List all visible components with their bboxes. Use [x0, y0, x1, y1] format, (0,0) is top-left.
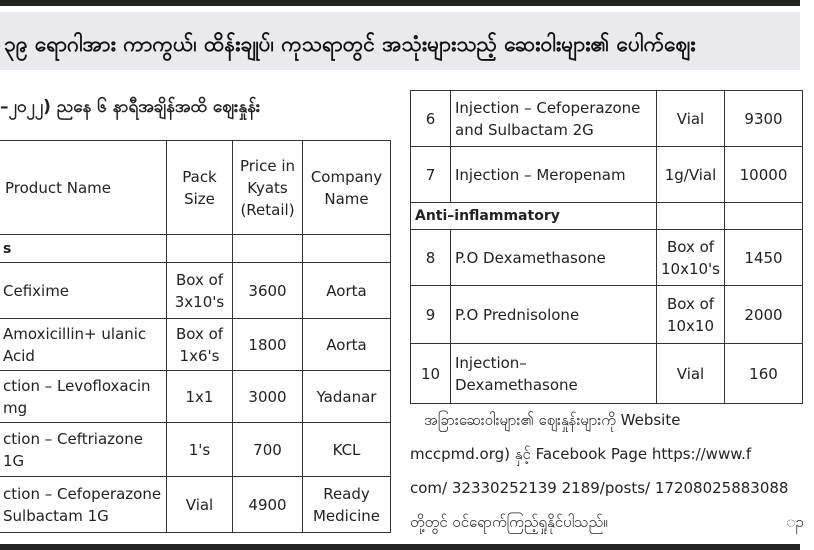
table-row	[411, 230, 803, 286]
section-row	[0, 235, 391, 263]
price-date-subtitle: –၂၀၂၂) ညနေ ၆ နာရီအချိန်အထိ ဈေးနှုန်း	[0, 97, 261, 117]
pack-size: Vial	[657, 344, 725, 404]
price: 2000	[725, 286, 803, 344]
price: 3000	[233, 371, 303, 423]
table-row	[411, 344, 803, 404]
product-name: Injection – Cefoperazone and Sulbactam 2G	[451, 91, 657, 147]
price: 9300	[725, 91, 803, 147]
table-row	[411, 147, 803, 203]
pack-size: Box of 1x6's	[167, 319, 233, 371]
header-company: Company Name	[303, 141, 391, 235]
note-line-4-end: ၣ	[786, 513, 804, 531]
header-price: Price in Kyats (Retail)	[233, 141, 303, 235]
table-row	[0, 371, 391, 423]
product-name: ction – Levofloxacin mg	[0, 371, 167, 423]
pack-size: Box of 10x10	[657, 286, 725, 344]
price: 160	[725, 344, 803, 404]
page-title: ၃၉ ရောဂါအား ကာကွယ်၊ ထိန်းချုပ်၊ ကုသရာတွင် အသုံးများသည့် ဆေးဝါးများ၏ ပေါက်ဈေး	[4, 32, 696, 56]
company: Yadanar	[303, 371, 391, 423]
table-row	[0, 477, 391, 533]
price: 1450	[725, 230, 803, 286]
company: KCL	[303, 423, 391, 477]
product-name: Cefixime	[0, 263, 167, 319]
note-line-3: com/ 32330252139 2189/posts/ 17208025883088	[410, 479, 789, 497]
pack-size: 1x1	[167, 371, 233, 423]
pack-size: Vial	[657, 91, 725, 147]
empty-cell	[725, 203, 803, 230]
header-product-name: Product Name	[0, 141, 167, 235]
header-pack-size: Pack Size	[167, 141, 233, 235]
item-number: 7	[411, 147, 451, 203]
product-name: ction – Cefoperazone Sulbactam 1G	[0, 477, 167, 533]
pack-size: 1g/Vial	[657, 147, 725, 203]
company: Ready Medicine	[303, 477, 391, 533]
pack-size: Box of 3x10's	[167, 263, 233, 319]
price: 1800	[233, 319, 303, 371]
product-name: Injection– Dexamethasone	[451, 344, 657, 404]
table-row	[411, 286, 803, 344]
top-border-line	[0, 0, 800, 6]
price: 4900	[233, 477, 303, 533]
note-line-2: mccpmd.org) နှင့် Facebook Page https://www.f	[410, 445, 752, 463]
company: Aorta	[303, 319, 391, 371]
price-table-left	[0, 140, 391, 533]
empty-cell	[657, 203, 725, 230]
section-row	[411, 203, 803, 230]
empty-cell	[303, 235, 391, 263]
note-line-1: အခြားဆေးဝါးများ၏ ဈေးနှုန်းများကို Website	[424, 411, 681, 429]
price-table-right	[410, 90, 803, 404]
pack-size: Vial	[167, 477, 233, 533]
product-name: Injection – Meropenam	[451, 147, 657, 203]
product-name: P.O Prednisolone	[451, 286, 657, 344]
section-label: s	[0, 235, 167, 263]
product-name: Amoxicillin+ ulanic Acid	[0, 319, 167, 371]
table-row	[0, 263, 391, 319]
price: 700	[233, 423, 303, 477]
price: 10000	[725, 147, 803, 203]
table-row	[411, 91, 803, 147]
item-number: 6	[411, 91, 451, 147]
empty-cell	[167, 235, 233, 263]
bottom-border-line	[0, 544, 800, 550]
item-number: 10	[411, 344, 451, 404]
product-name: ction – Ceftriazone 1G	[0, 423, 167, 477]
company: Aorta	[303, 263, 391, 319]
item-number: 9	[411, 286, 451, 344]
product-name: P.O Dexamethasone	[451, 230, 657, 286]
note-line-4: တို့တွင် ဝင်ရောက်ကြည့်ရှုနိုင်ပါသည်။	[410, 513, 608, 531]
pack-size: 1's	[167, 423, 233, 477]
empty-cell	[233, 235, 303, 263]
section-label: Anti–inflammatory	[411, 203, 657, 230]
price: 3600	[233, 263, 303, 319]
table-header-row	[0, 141, 391, 235]
table-row	[0, 423, 391, 477]
table-row	[0, 319, 391, 371]
item-number: 8	[411, 230, 451, 286]
pack-size: Box of 10x10's	[657, 230, 725, 286]
